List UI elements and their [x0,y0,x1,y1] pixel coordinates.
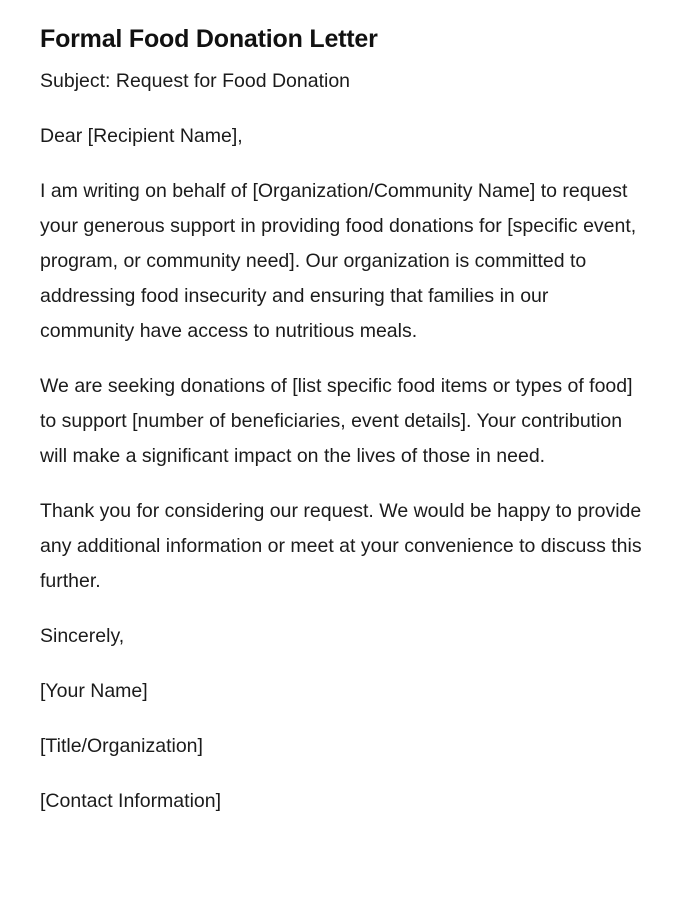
salutation: Dear [Recipient Name], [40,125,243,147]
body-paragraph-1: I am writing on behalf of [Organization/Community Name] to request your generous support in providing food donations for [specific event, program, or community need]. Our organization is committed to addressing food insecurity and ensuring that families in our community have access to nutritious meals. [40,180,637,342]
letter-body [40,119,660,819]
page-title: Formal Food Donation Letter [40,25,378,53]
signature-contact-information: [Contact Information] [40,790,222,812]
body-paragraph-3: Thank you for considering our request. We would be happy to provide any additional information or meet at your convenience to discuss this further. [40,500,642,592]
subject-line: Subject: Request for Food Donation [40,70,351,92]
signature-name: [Your Name] [40,680,148,702]
signature-title-organization: [Title/Organization] [40,735,203,757]
closing-salutation: Sincerely, [40,625,125,647]
body-paragraph-2: We are seeking donations of [list specific food items or types of food] to support [number of beneficiaries, event details]. Your contribution will make a significant impact on the lives of those in need. [40,375,633,467]
